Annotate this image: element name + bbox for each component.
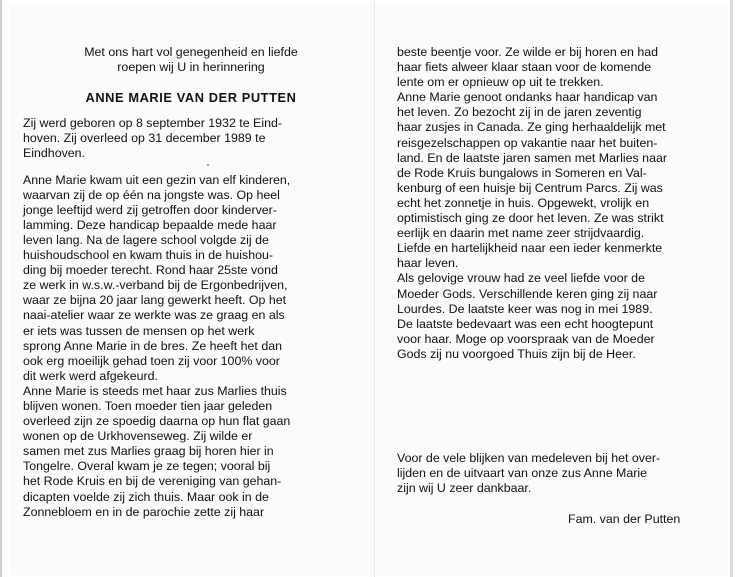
text-line: Lourdes. De laatste keer was nog in mei 1989.	[397, 301, 653, 316]
text-line: Moeder Gods. Verschillende keren ging zij naar	[397, 286, 658, 301]
text-line: waarvan zij de op één na jongste was. Op heel	[23, 187, 280, 202]
text-line: echt het zonnetje in huis. Opgewekt, vrolijk en	[397, 195, 650, 210]
life-paragraph-2	[23, 384, 359, 520]
card-right-edge	[730, 0, 733, 577]
text-line: Zij werd geboren op 8 september 1932 te Eind-	[23, 116, 282, 131]
text-line: ook erg moeilijk gehad toen zij voor 100% voor	[23, 353, 280, 368]
intro-line-1: Met ons hart vol genegenheid en liefde	[84, 45, 298, 59]
thanks-paragraph	[397, 451, 707, 496]
text-line: beste beentje voor. Ze wilde er bij horen en had	[397, 45, 659, 59]
text-line: sprong Anne Marie in de bres. Ze heeft het dan	[23, 338, 282, 353]
text-line: overleed zijn ze spoedig daarna op hun flat gaan	[23, 414, 291, 429]
text-line: Tongelre. Overal kwam je ze tegen; vooral bij	[23, 459, 271, 474]
intro-line-2: roepen wij U in herinnering	[117, 60, 265, 75]
text-line: Gods zij nu voorgoed Thuis zijn bij de Heer.	[397, 346, 636, 361]
life-paragraph-1	[23, 173, 359, 384]
text-line: zijn wij U zeer dankbaar.	[397, 481, 532, 496]
text-line: blijven wonen. Toen moeder tien jaar geleden	[23, 398, 273, 413]
text-line: reisgezelschappen op vakantie naar het buiten-	[397, 135, 658, 150]
text-line: wonen op de Urkhovenseweg. Zij wilde er	[23, 429, 253, 444]
family-signature: Fam. van der Putten	[568, 512, 681, 526]
text-line: Als gelovige vrouw had ze veel liefde voor de	[397, 271, 645, 286]
text-line: dicapten voelde zij zich thuis. Maar ook in de	[23, 489, 269, 504]
text-line: ding bij moeder terecht. Rond haar 25ste vond	[23, 263, 278, 278]
print-speck	[207, 164, 209, 166]
text-line: naai-atelier waar ze werkte was ze graag en als	[23, 308, 285, 323]
text-line: jonge leeftijd werd zij getroffen door kinderver-	[23, 202, 277, 217]
deceased-name: ANNE MARIE VAN DER PUTTEN	[85, 90, 297, 106]
text-line: het Rode Kruis en bij de vereniging van gehan-	[23, 474, 282, 489]
text-line: lente om er opnieuw op uit te trekken.	[397, 75, 604, 90]
text-line: dit werk werd afgekeurd.	[23, 368, 158, 383]
text-line: leven lang. Na de lagere school volgde zij de	[23, 232, 269, 247]
text-line: Voor de vele blijken van medeleven bij het over-	[397, 451, 661, 465]
card-fold-line	[374, 0, 375, 577]
text-line: lijden en de uitvaart van onze zus Anne Marie	[397, 466, 648, 481]
text-line: lamming. Deze handicap bepaalde mede haar	[23, 217, 277, 232]
life-paragraph-4	[397, 90, 713, 271]
text-line: Zonnebloem en in de parochie zette zij haar	[23, 504, 265, 519]
text-line: samen met zus Marlies graag bij horen hier in	[23, 444, 274, 459]
text-line: kenburg of een huisje bij Centrum Parcs. Zij was	[397, 180, 663, 195]
text-line: optimistisch ging ze door het leven. Ze was strikt	[397, 211, 664, 226]
text-line: haar zusjes in Canada. Ze ging herhaaldelijk met	[397, 120, 666, 135]
text-line: De laatste bedevaart was een echt hoogtepunt	[397, 316, 654, 331]
text-line: land. En de laatste jaren samen met Marlies naar	[397, 150, 667, 165]
text-line: er iets was tussen de mensen op het werk	[23, 323, 255, 338]
text-line: Eindhoven.	[23, 146, 86, 161]
card-left-edge	[0, 0, 2, 577]
text-line: haar fiets alweer klaar staan voor de komende	[397, 60, 652, 75]
right-column	[397, 45, 713, 362]
life-paragraph-3	[397, 45, 713, 90]
text-line: voor haar. Moge op voorspraak van de Moeder	[397, 331, 655, 346]
text-line: Liefde en hartelijkheid naar een ieder kenmerkte	[397, 241, 663, 256]
text-line: ze werk in w.s.w.-verband bij de Ergonbedrijven,	[23, 278, 288, 293]
text-line: het leven. Zo bezocht zij in de jaren zeventig	[397, 105, 642, 120]
text-line: Anne Marie kwam uit een gezin van elf kinderen,	[23, 172, 291, 187]
text-line: Anne Marie is steeds met haar zus Marlies thuis	[23, 383, 287, 398]
text-line: Anne Marie genoot ondanks haar handicap van	[397, 90, 658, 105]
faith-paragraph	[397, 271, 713, 362]
text-line: de Rode Kruis bungalows in Someren en Val-	[397, 165, 647, 180]
text-line: huishoudschool en kwam thuis in de huishou-	[23, 248, 274, 263]
left-column	[23, 45, 359, 520]
text-line: haar leven.	[397, 256, 459, 271]
text-line: hoven. Zij overleed op 31 december 1989 te	[23, 131, 266, 146]
text-line: eerlijk en daarin met name zeer strijdvaardig.	[397, 226, 645, 241]
birth-death-paragraph	[23, 116, 359, 161]
text-line: waar ze bijna 20 jaar lang gewerkt heeft. Op het	[23, 293, 287, 308]
